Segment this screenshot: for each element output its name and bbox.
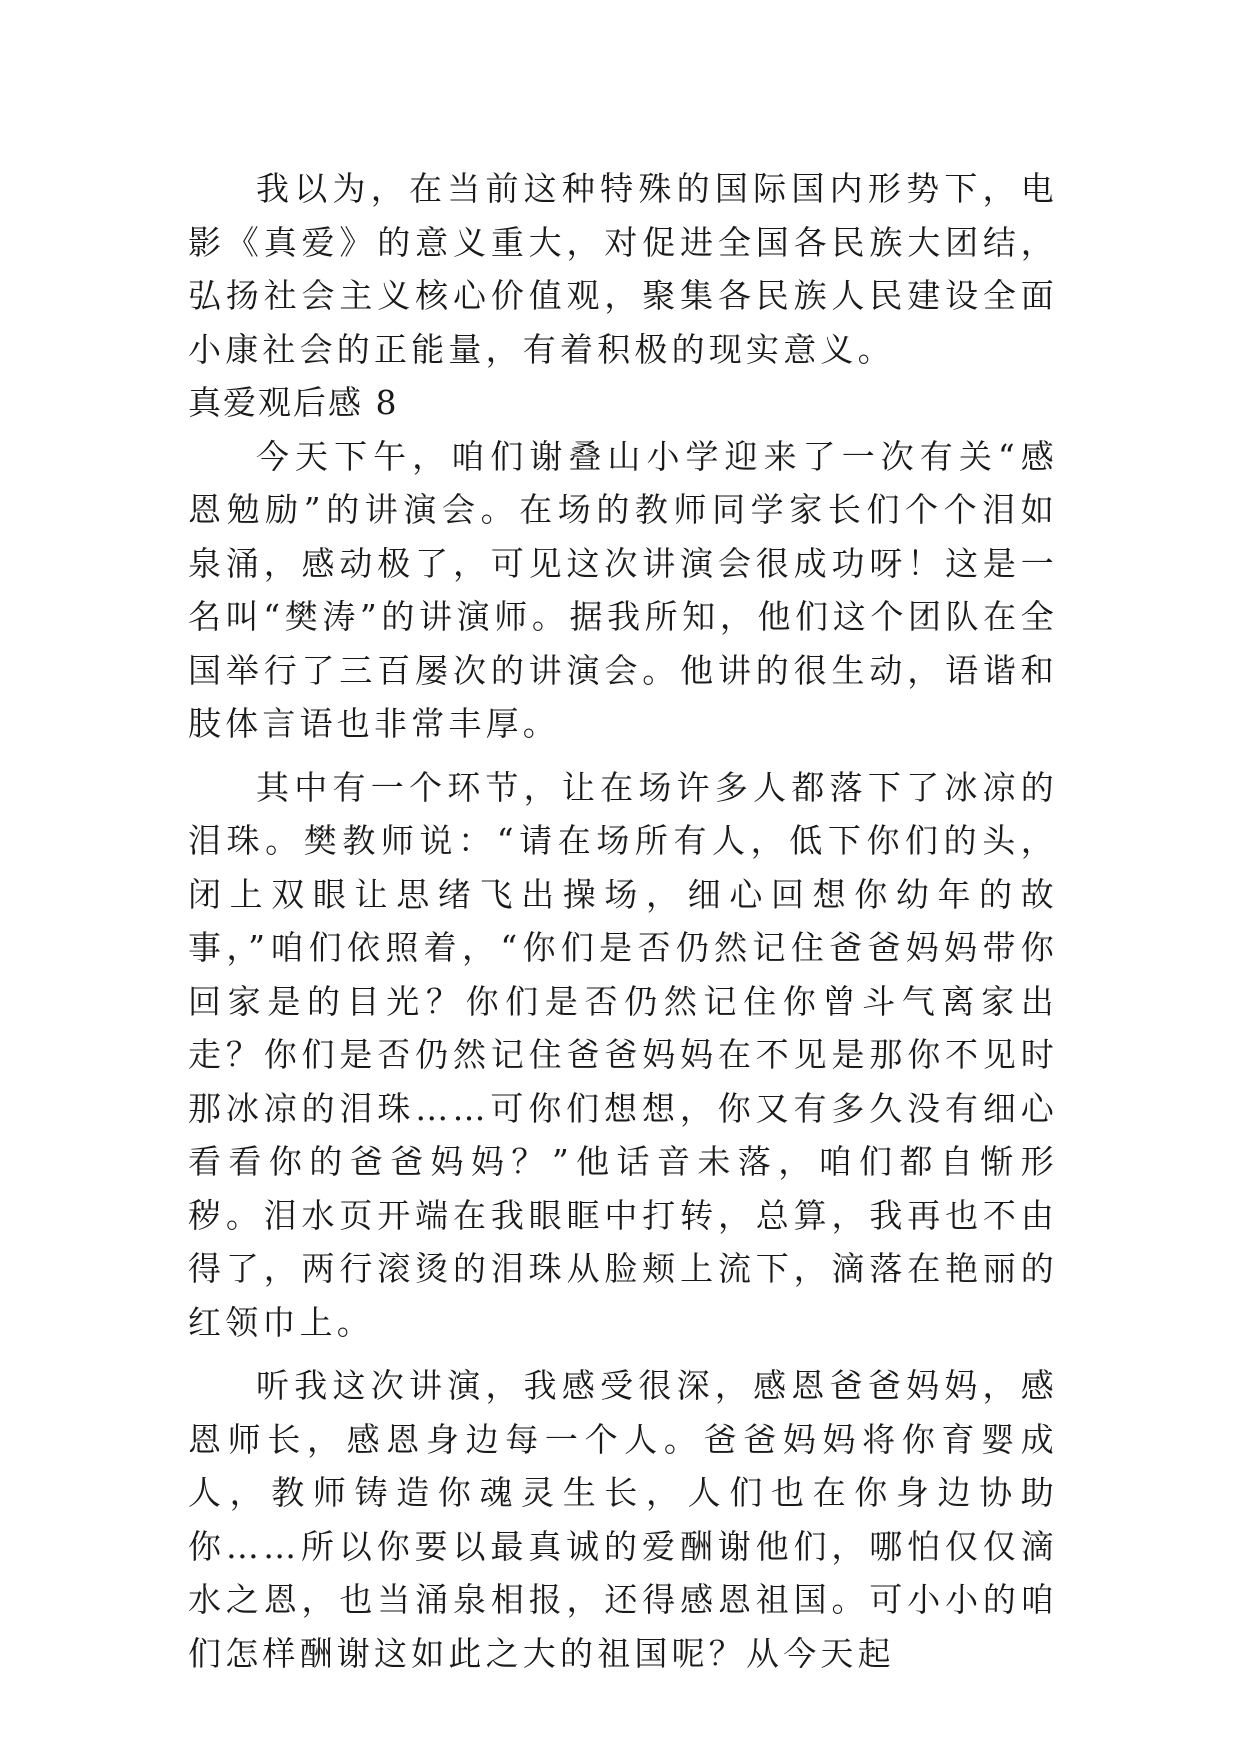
paragraph-intro: 我以为，在当前这种特殊的国际国内形势下，电影《真爱》的意义重大，对促进全国各民族大团结，弘扬社会主义核心价值观，聚集各民族人民建设全面小康社会的正能量，有着积极的现实意义。 (188, 169, 1058, 369)
paragraph-gratitude: 听我这次讲演，我感受很深，感恩爸爸妈妈，感恩师长，感恩身边每一个人。爸爸妈妈将你育婴成人，教师铸造你魂灵生长，人们也在你身边协助你……所以你要以最真诚的爱酬谢他们，哪怕仅仅滴水之恩，也当涌泉相报，还得感恩祖国。可小小的咱们怎样酬谢这如此之大的祖国呢？从今天起 (188, 1366, 1058, 1673)
paragraph-tears: 其中有一个环节，让在场许多人都落下了冰凉的泪珠。樊教师说：“请在场所有人，低下你们的头，闭上双眼让思绪飞出操场，细心回想你幼年的故事，”咱们依照着，“你们是否仍然记住爸爸妈妈带你回家是的目光？你们是否仍然记住你曾斗气离家出走？你们是否仍然记住爸爸妈妈在不见是那你不见时那冰凉的泪珠……可你们想想，你又有多久没有细心看看你的爸爸妈妈？”他话音未落，咱们都自惭形秽。泪水页开端在我眼眶中打转，总算，我再也不由得了，两行滚烫的泪珠从脸颊上流下，滴落在艳丽的红领巾上。 (188, 767, 1058, 1342)
paragraph-lecture: 今天下午，咱们谢叠山小学迎来了一次有关“感恩勉励”的讲演会。在场的教师同学家长们个个泪如泉涌，感动极了，可见这次讲演会很成功呀！这是一名叫“樊涛”的讲演师。据我所知，他们这个团队在全国举行了三百屡次的讲演会。他讲的很生动，语谐和肢体言语也非常丰厚。 (188, 436, 1058, 743)
document-body (188, 162, 1058, 1680)
section-title: 真爱观后感 8 (188, 383, 399, 422)
